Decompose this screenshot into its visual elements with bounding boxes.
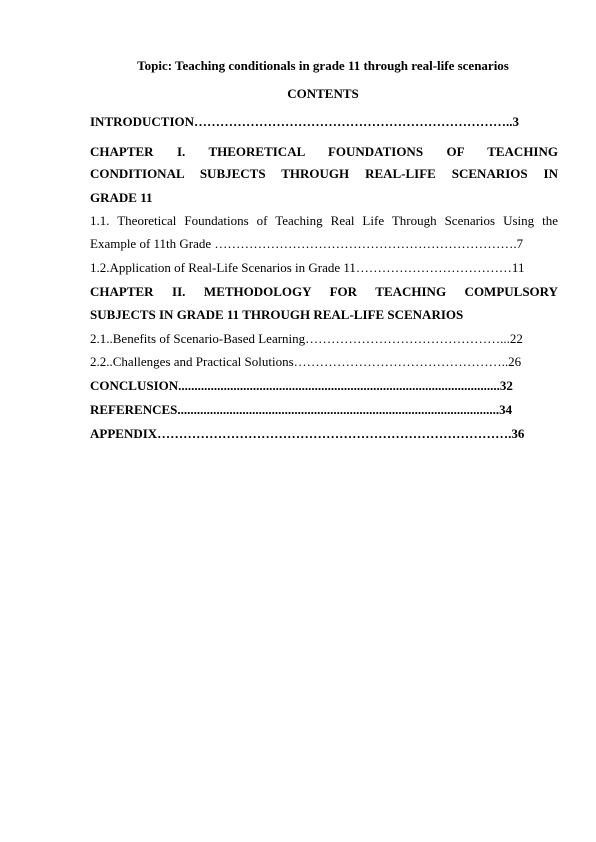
toc-appendix: APPENDIX……………………………………………………………………….36 (90, 426, 525, 441)
toc-section-1-1-line-2: Example of 11th Grade …………………………………………………………….7 (90, 236, 524, 251)
toc-chapter-1-line-3: GRADE 11 (90, 190, 153, 205)
toc-section-1-1-line-1: 1.1. Theoretical Foundations of Teaching Real Life Through Scenarios Using the (90, 213, 558, 228)
toc-chapter-1-line-1: CHAPTER I. THEORETICAL FOUNDATIONS OF TEACHING (90, 144, 558, 159)
toc-section-1-2: 1.2.Application of Real-Life Scenarios in Grade 11………………………………11 (90, 260, 525, 275)
toc-references: REFERENCES...................................................................................................34 (90, 402, 513, 417)
contents-heading: CONTENTS (287, 86, 359, 101)
toc-chapter-2-line-2: SUBJECTS IN GRADE 11 THROUGH REAL-LIFE SCENARIOS (90, 307, 464, 322)
toc-chapter-1-line-2: CONDITIONAL SUBJECTS THROUGH REAL-LIFE SCENARIOS IN (90, 166, 558, 181)
toc-conclusion: CONCLUSION...................................................................................................32 (90, 378, 513, 393)
toc-chapter-2-line-1: CHAPTER II. METHODOLOGY FOR TEACHING COMPULSORY (90, 284, 558, 299)
document-topic: Topic: Teaching conditionals in grade 11 through real-life scenarios (137, 58, 509, 73)
toc-section-2-1: 2.1..Benefits of Scenario-Based Learning………………………………………...22 (90, 331, 523, 346)
toc-section-2-2: 2.2..Challenges and Practical Solutions…………………………………………..26 (90, 354, 522, 369)
toc-introduction: INTRODUCTION………………………………………………………………..3 (90, 114, 520, 129)
